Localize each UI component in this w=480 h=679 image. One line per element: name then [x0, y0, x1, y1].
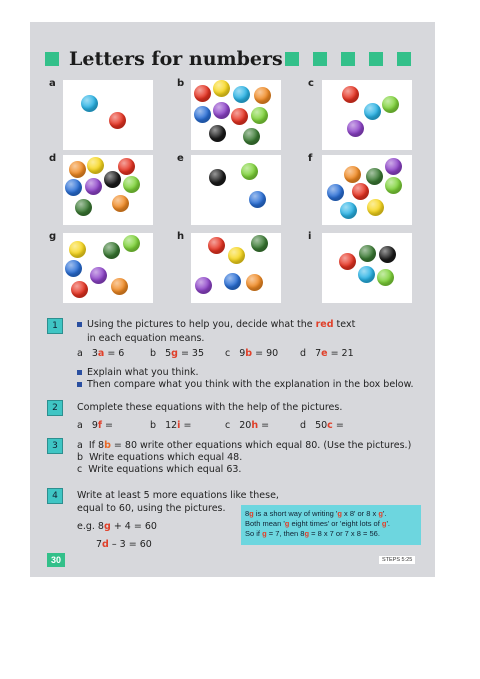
ball-icon [243, 128, 260, 145]
info-line2: Both mean 'g eight times' or 'eight lots of g'. [245, 519, 390, 528]
ball-icon [251, 235, 268, 252]
ball-icon [195, 277, 212, 294]
picture-panel-g [63, 233, 153, 303]
ball-icon [339, 253, 356, 270]
ball-icon [123, 176, 140, 193]
ball-icon [75, 199, 92, 216]
equation: d 50c = [300, 420, 344, 431]
ball-icon [65, 260, 82, 277]
ball-icon [228, 247, 245, 264]
ball-icon [69, 161, 86, 178]
ball-icon [87, 157, 104, 174]
ball-icon [213, 80, 230, 97]
ball-icon [118, 158, 135, 175]
panel-label: b [177, 78, 185, 89]
ball-icon [65, 179, 82, 196]
ball-icon [254, 87, 271, 104]
ball-icon [377, 269, 394, 286]
ball-icon [246, 274, 263, 291]
picture-panel-b [191, 80, 281, 150]
title-bar [45, 48, 425, 70]
q4-line1: Write at least 5 more equations like these, [77, 490, 279, 501]
q4-example1: e.g. 8g + 4 = 60 [77, 521, 157, 532]
question-number: 4 [47, 488, 63, 504]
ball-icon [104, 171, 121, 188]
q1-line1: Using the pictures to help you, decide what the red text [77, 319, 355, 330]
info-line3: So if g = 7, then 8g = 8 x 7 or 7 x 8 = 56. [245, 529, 380, 538]
ball-icon [249, 191, 266, 208]
info-line1: 8g is a short way of writing 'g x 8' or 8 x g'. [245, 509, 387, 518]
ball-icon [213, 102, 230, 119]
ball-icon [359, 245, 376, 262]
q3-a: a If 8b = 80 write other equations which equal 80. (Use the pictures.) [77, 440, 412, 451]
ball-icon [231, 108, 248, 125]
panel-label: d [49, 153, 57, 164]
q2-line: Complete these equations with the help of the pictures. [77, 402, 343, 413]
picture-panel-a [63, 80, 153, 150]
panel-label: e [177, 153, 184, 164]
page-number: 30 [47, 553, 65, 567]
equation: b 5g = 35 [150, 348, 205, 359]
ball-icon [194, 106, 211, 123]
picture-panel-d [63, 155, 153, 225]
equation: a 3a = 6 [77, 348, 125, 359]
question-number: 3 [47, 438, 63, 454]
picture-panel-h [191, 233, 281, 303]
ball-icon [90, 267, 107, 284]
equation: b 12i = [150, 420, 192, 431]
ball-icon [103, 242, 120, 259]
q1-bullet2: Explain what you think. [77, 367, 199, 378]
ball-icon [358, 266, 375, 283]
q4-example2: 7d – 3 = 60 [96, 539, 152, 550]
ball-icon [71, 281, 88, 298]
page-title: Letters for numbers [69, 48, 283, 70]
green-square-icon [45, 52, 59, 66]
equation: c 9b = 90 [225, 348, 279, 359]
picture-panel-i [322, 233, 412, 303]
picture-panel-c [322, 80, 412, 150]
steps-badge: STEPS 5:25 [379, 556, 415, 564]
ball-icon [385, 177, 402, 194]
panel-label: g [49, 231, 57, 242]
bullet-icon [77, 370, 82, 375]
equation: d 7e = 21 [300, 348, 354, 359]
ball-icon [385, 158, 402, 175]
bullet-icon [77, 382, 82, 387]
ball-icon [251, 107, 268, 124]
ball-icon [233, 86, 250, 103]
bullet-icon [77, 322, 82, 327]
ball-icon [109, 112, 126, 129]
ball-icon [69, 241, 86, 258]
green-square-icon [313, 52, 327, 66]
ball-icon [194, 85, 211, 102]
equation: c 20h = [225, 420, 270, 431]
ball-icon [224, 273, 241, 290]
q3-b: b Write equations which equal 48. [77, 452, 243, 463]
green-square-icon [341, 52, 355, 66]
ball-icon [209, 169, 226, 186]
green-square-icon [397, 52, 411, 66]
ball-icon [344, 166, 361, 183]
ball-icon [327, 184, 344, 201]
picture-panel-f [322, 155, 412, 225]
ball-icon [81, 95, 98, 112]
q3-c: c Write equations which equal 63. [77, 464, 242, 475]
equation: a 9f = [77, 420, 114, 431]
ball-icon [85, 178, 102, 195]
panel-label: f [308, 153, 313, 164]
ball-icon [112, 195, 129, 212]
picture-panel-e [191, 155, 281, 225]
ball-icon [367, 199, 384, 216]
green-square-icon [285, 52, 299, 66]
ball-icon [208, 237, 225, 254]
ball-icon [379, 246, 396, 263]
ball-icon [366, 168, 383, 185]
explanation-box [241, 505, 421, 545]
question-number: 2 [47, 400, 63, 416]
panel-label: a [49, 78, 56, 89]
question-number: 1 [47, 318, 63, 334]
ball-icon [364, 103, 381, 120]
ball-icon [342, 86, 359, 103]
ball-icon [347, 120, 364, 137]
ball-icon [352, 183, 369, 200]
q4-line2: equal to 60, using the pictures. [77, 503, 226, 514]
ball-icon [123, 235, 140, 252]
ball-icon [340, 202, 357, 219]
q1-bullet3: Then compare what you think with the explanation in the box below. [77, 379, 414, 390]
panel-label: i [308, 231, 312, 242]
ball-icon [241, 163, 258, 180]
ball-icon [209, 125, 226, 142]
panel-label: h [177, 231, 185, 242]
q1-line2: in each equation means. [87, 333, 205, 344]
ball-icon [382, 96, 399, 113]
ball-icon [111, 278, 128, 295]
panel-label: c [308, 78, 314, 89]
green-square-icon [369, 52, 383, 66]
